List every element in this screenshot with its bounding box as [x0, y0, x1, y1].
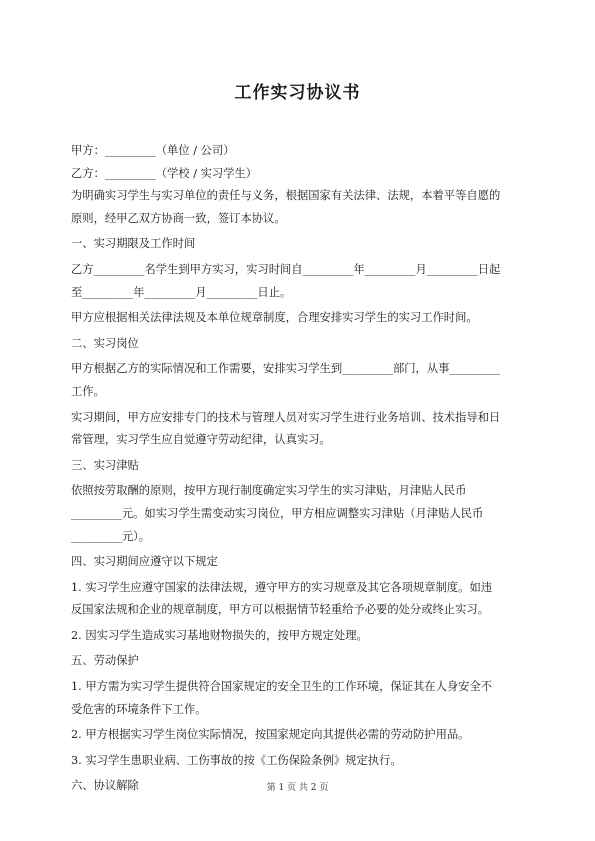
body-line: 2. 甲方根据实习学生岗位实际情况，按国家规定向其提供必需的劳动防护用品。 [71, 728, 470, 742]
section-heading: 五、劳动保护 [71, 654, 139, 668]
section-heading: 六、协议解除 [71, 779, 139, 793]
body-line: 依照按劳取酬的原则，按甲方现行制度确定实习学生的实习津贴，月津贴人民币 [71, 484, 467, 498]
body-line: 甲方根据乙方的实际情况和工作需要，安排实习学生到_________部门，从事_________ [71, 362, 501, 376]
body-line: 实习期间，甲方应安排专门的技术与管理人员对实习学生进行业务培训、技术指导和日 [71, 410, 501, 424]
section-heading: 四、实习期间应遵守以下规定 [71, 555, 218, 569]
page-number: 第 1 页 共 2 页 [266, 783, 329, 793]
party-b-line: 乙方：_________（学校 / 实习学生） [71, 166, 258, 180]
body-line: 乙方_________名学生到甲方实习，实习时间自_________年_________月_________日起 [71, 262, 501, 276]
body-line: _________元）。 [71, 529, 151, 543]
preamble-line: 为明确实习学生与实习单位的责任与义务，根据国家有关法律、法规，本着平等自愿的 [71, 189, 501, 203]
body-line: 工作。 [71, 384, 105, 398]
preamble-line: 原则，经甲乙双方协商一致，签订本协议。 [71, 211, 286, 225]
body-line: 甲方应根据相关法律法规及本单位规章制度，合理安排实习学生的实习工作时间。 [71, 311, 478, 325]
body-line: 3. 实习学生患职业病、工伤事故的按《工伤保险条例》规定执行。 [71, 753, 402, 767]
body-line: 反国家法规和企业的规章制度，甲方可以根据情节轻重给予必要的处分或终止实习。 [71, 603, 489, 617]
party-a-line: 甲方：_________（单位 / 公司） [71, 144, 235, 157]
body-line: 1. 甲方需为实习学生提供符合国家规定的安全卫生的工作环境，保证其在人身安全不 [71, 680, 493, 694]
section-heading: 二、实习岗位 [71, 336, 139, 350]
body-line: 2. 因实习学生造成实习基地财物损失的，按甲方规定处理。 [71, 628, 368, 642]
document-body [71, 140, 527, 798]
section-heading: 三、实习津贴 [71, 458, 139, 472]
body-line: 常管理，实习学生应自觉遵守劳动纪律，认真实习。 [71, 433, 331, 447]
body-line: 受危害的环境条件下工作。 [71, 702, 207, 716]
body-line: 1. 实习学生应遵守国家的法律法规，遵守甲方的实习规章及其它各项规章制度。如违 [71, 580, 493, 594]
body-line: _________元。如实习学生需变动实习岗位，甲方相应调整实习津贴（月津贴人民币 [71, 506, 484, 520]
document-title: 工作实习协议书 [234, 83, 361, 103]
section-heading: 一、实习期限及工作时间 [71, 237, 196, 251]
body-line: 至_________年_________月_________日止。 [71, 285, 292, 299]
